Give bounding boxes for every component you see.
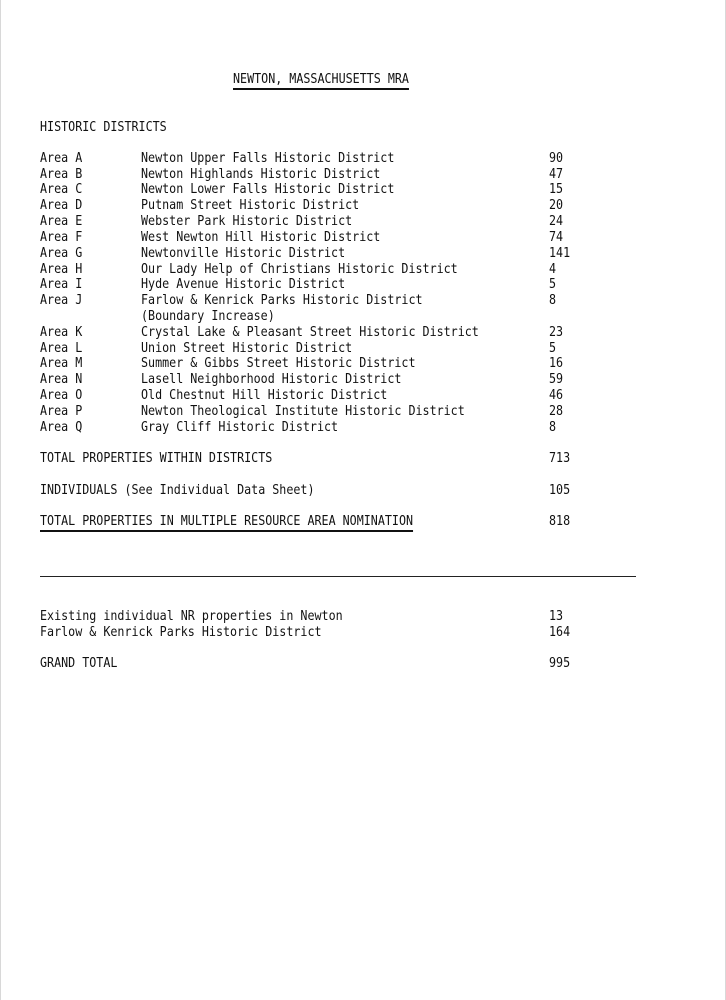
total-mra-label: TOTAL PROPERTIES IN MULTIPLE RESOURCE AREA NOMINATION xyxy=(40,513,414,529)
district-area-label: Area E xyxy=(40,213,83,229)
grand-total-label: GRAND TOTAL xyxy=(40,655,118,671)
district-count: 4 xyxy=(549,261,557,277)
farlow-kenrick-row xyxy=(1,624,726,640)
individuals-label: INDIVIDUALS (See Individual Data Sheet) xyxy=(40,482,315,498)
farlow-kenrick-label: Farlow & Kenrick Parks Historic District xyxy=(40,624,322,640)
district-name: Old Chestnut Hill Historic District xyxy=(141,387,388,403)
district-area-label: Area D xyxy=(40,197,83,213)
district-row xyxy=(1,181,726,197)
district-row xyxy=(1,276,726,292)
district-area-label: Area C xyxy=(40,181,83,197)
district-count: 16 xyxy=(549,355,564,371)
district-count: 24 xyxy=(549,213,564,229)
district-area-label: Area O xyxy=(40,387,83,403)
district-count: 28 xyxy=(549,403,564,419)
district-row xyxy=(1,419,726,435)
district-name: Newtonville Historic District xyxy=(141,245,346,261)
district-count: 90 xyxy=(549,150,564,166)
district-area-label: Area K xyxy=(40,324,83,340)
district-name: Gray Cliff Historic District xyxy=(141,419,339,435)
individuals-count: 105 xyxy=(549,482,571,498)
district-name: Farlow & Kenrick Parks Historic District xyxy=(141,292,423,308)
district-count: 74 xyxy=(549,229,564,245)
district-area-label: Area P xyxy=(40,403,83,419)
district-row xyxy=(1,371,726,387)
district-name: West Newton Hill Historic District xyxy=(141,229,381,245)
district-name-continuation: (Boundary Increase) xyxy=(141,308,275,324)
district-count: 46 xyxy=(549,387,564,403)
district-row xyxy=(1,166,726,182)
total-within-districts-label: TOTAL PROPERTIES WITHIN DISTRICTS xyxy=(40,450,273,466)
district-name: Crystal Lake & Pleasant Street Historic District xyxy=(141,324,479,340)
district-row xyxy=(1,340,726,356)
district-area-label: Area Q xyxy=(40,419,83,435)
district-name: Summer & Gibbs Street Historic District xyxy=(141,355,416,371)
district-count: 5 xyxy=(549,276,557,292)
district-name: Putnam Street Historic District xyxy=(141,197,360,213)
district-row xyxy=(1,245,726,261)
district-name: Union Street Historic District xyxy=(141,340,353,356)
district-row xyxy=(1,229,726,245)
section-heading-historic-districts: HISTORIC DISTRICTS xyxy=(40,119,167,135)
district-row xyxy=(1,292,726,308)
district-count: 141 xyxy=(549,245,571,261)
district-area-label: Area M xyxy=(40,355,83,371)
total-mra-row xyxy=(1,513,726,529)
district-area-label: Area J xyxy=(40,292,83,308)
district-count: 15 xyxy=(549,181,564,197)
total-within-districts-count: 713 xyxy=(549,450,571,466)
total-within-districts-row xyxy=(1,450,726,466)
district-area-label: Area B xyxy=(40,166,83,182)
district-area-label: Area I xyxy=(40,276,83,292)
grand-total-count: 995 xyxy=(549,655,571,671)
existing-nr-row xyxy=(1,608,726,624)
district-name: Hyde Avenue Historic District xyxy=(141,276,346,292)
individuals-row xyxy=(1,482,726,498)
district-row xyxy=(1,355,726,371)
district-count: 8 xyxy=(549,419,557,435)
district-area-label: Area L xyxy=(40,340,83,356)
district-row-continuation xyxy=(1,308,726,324)
district-name: Newton Upper Falls Historic District xyxy=(141,150,395,166)
district-name: Webster Park Historic District xyxy=(141,213,353,229)
section-divider xyxy=(40,576,636,577)
existing-nr-count: 13 xyxy=(549,608,564,624)
district-name: Newton Highlands Historic District xyxy=(141,166,381,182)
district-count: 5 xyxy=(549,340,557,356)
existing-nr-label: Existing individual NR properties in Newton xyxy=(40,608,343,624)
total-mra-count: 818 xyxy=(549,513,571,529)
district-row xyxy=(1,387,726,403)
district-row xyxy=(1,324,726,340)
district-count: 23 xyxy=(549,324,564,340)
district-row xyxy=(1,150,726,166)
district-area-label: Area G xyxy=(40,245,83,261)
district-count: 59 xyxy=(549,371,564,387)
grand-total-row xyxy=(1,655,726,671)
district-name: Our Lady Help of Christians Historic District xyxy=(141,261,458,277)
district-area-label: Area A xyxy=(40,150,83,166)
district-row xyxy=(1,197,726,213)
district-name: Newton Lower Falls Historic District xyxy=(141,181,395,197)
district-row xyxy=(1,403,726,419)
district-count: 20 xyxy=(549,197,564,213)
district-count: 8 xyxy=(549,292,557,308)
district-row xyxy=(1,213,726,229)
page-title: NEWTON, MASSACHUSETTS MRA xyxy=(233,71,409,87)
district-name: Lasell Neighborhood Historic District xyxy=(141,371,402,387)
district-area-label: Area N xyxy=(40,371,83,387)
district-row xyxy=(1,261,726,277)
district-area-label: Area F xyxy=(40,229,83,245)
farlow-kenrick-count: 164 xyxy=(549,624,571,640)
district-area-label: Area H xyxy=(40,261,83,277)
district-count: 47 xyxy=(549,166,564,182)
district-name: Newton Theological Institute Historic District xyxy=(141,403,465,419)
